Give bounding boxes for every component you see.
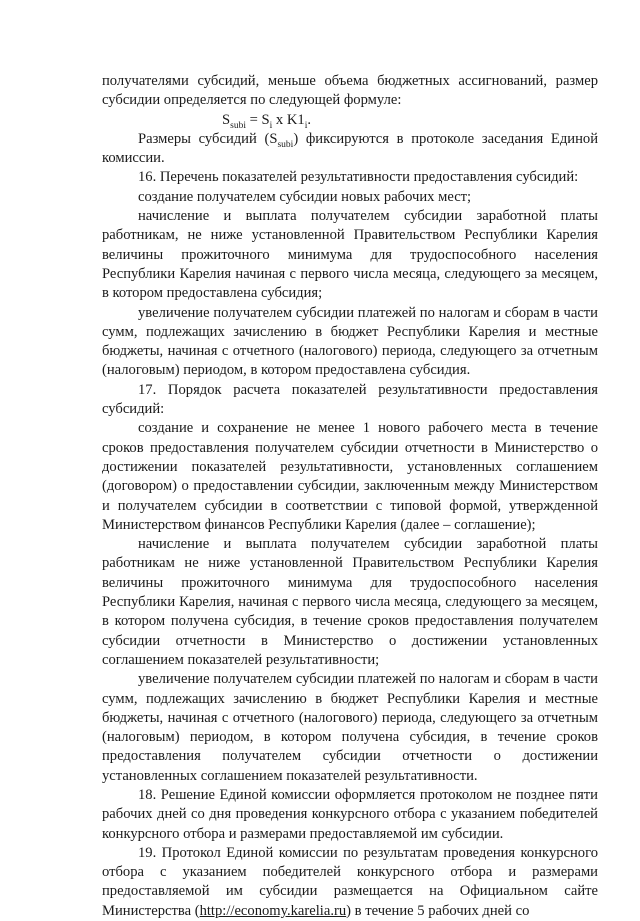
- section-16-item-3: увеличение получателем субсидии платежей по налогам и сборам в части сумм, подлежащих зачислению в бюджет Республики Карелия и местные бюджеты, начиная с отчетного (налогового) периода, следующего за отчетным (налоговым) периодом, в котором предоставлена субсидия.: [102, 304, 598, 379]
- paragraph-sizes: [102, 130, 598, 169]
- sizes-text-b: ) фиксируются в протоколе заседания Единой комиссии.: [102, 130, 599, 167]
- section-19-text-b: ) в течение 5 рабочих дней со: [346, 902, 530, 919]
- document-page: [102, 72, 598, 921]
- section-19: [102, 844, 598, 921]
- section-16-item-1: создание получателем субсидии новых рабочих мест;: [138, 188, 472, 205]
- ministry-website-link[interactable]: http://economy.karelia.ru: [199, 902, 347, 919]
- section-17-item-1: создание и сохранение не менее 1 нового рабочего места в течение сроков предоставления получателем субсидии отчетности в Министерство о достижении показателей результативности, установленных соглашением (договором) о предоставлении субсидии, заключенным между Министерством и получателем субсидии в соответствии с типовой формой, утвержденной Министерством финансов Республики Карелия (далее – соглашение);: [102, 420, 598, 533]
- section-17-title: 17. Порядок расчета показателей результативности предоставления субсидий:: [102, 381, 598, 418]
- formula-lhs-sub: subi: [230, 120, 246, 131]
- sizes-sub: subi: [277, 139, 294, 150]
- section-19-text-a: 19. Протокол Единой комиссии по результатам проведения конкурсного отбора с указанием победителей конкурсного отбора и размерами предоставляемой им субсидии размещается на Официальном сайте Министерства (: [102, 844, 598, 919]
- section-16-title: 16. Перечень показателей результативности предоставления субсидий:: [138, 169, 579, 186]
- section-16-item-2: начисление и выплата получателем субсидии заработной платы работникам, не ниже установленной Правительством Республики Карелия величины прожиточного минимума для трудоспособного населения Республики Карелия начиная с первого числа месяца, следующего за месяцем, в котором предоставлена субсидия;: [102, 208, 598, 302]
- formula: [102, 111, 598, 130]
- formula-s-sub: i: [269, 120, 273, 131]
- section-17-item-3: увеличение получателем субсидии платежей по налогам и сборам в части сумм, подлежащих зачислению в бюджет Республики Карелия и местные бюджеты, начиная с отчетного (налогового) периода, следующего за отчетным (налоговым) периодом, в котором получена субсидия, в течение сроков предоставления получателем субсидии отчетности о достижении установленных соглашением показателей результативности.: [102, 671, 598, 784]
- paragraph-intro: получателями субсидий, меньше объема бюджетных ассигнований, размер субсидии определяется по следующей формуле:: [102, 73, 598, 109]
- sizes-text-a: Размеры субсидий (S: [138, 130, 278, 147]
- section-18: 18. Решение Единой комиссии оформляется протоколом не позднее пяти рабочих дней со дня проведения конкурсного отбора с указанием победителей конкурсного отбора и размерами предоставляемой им субсидии.: [102, 786, 598, 842]
- formula-k-sub: i: [304, 120, 308, 131]
- formula-mid: x K1: [272, 111, 305, 128]
- formula-eq: = S: [245, 111, 270, 128]
- formula-lhs: S: [222, 111, 231, 128]
- section-17-item-2: начисление и выплата получателем субсидии заработной платы работникам не ниже установленной Правительством Республики Карелия величины прожиточного минимума для трудоспособного населения Республики Карелия, начиная с первого числа месяца, следующего за месяцем, в котором получена субсидия, в течение сроков предоставления получателем субсидии отчетности в Министерство о достижении установленных соглашением показателей результативности;: [102, 536, 598, 668]
- formula-end: .: [307, 111, 311, 128]
